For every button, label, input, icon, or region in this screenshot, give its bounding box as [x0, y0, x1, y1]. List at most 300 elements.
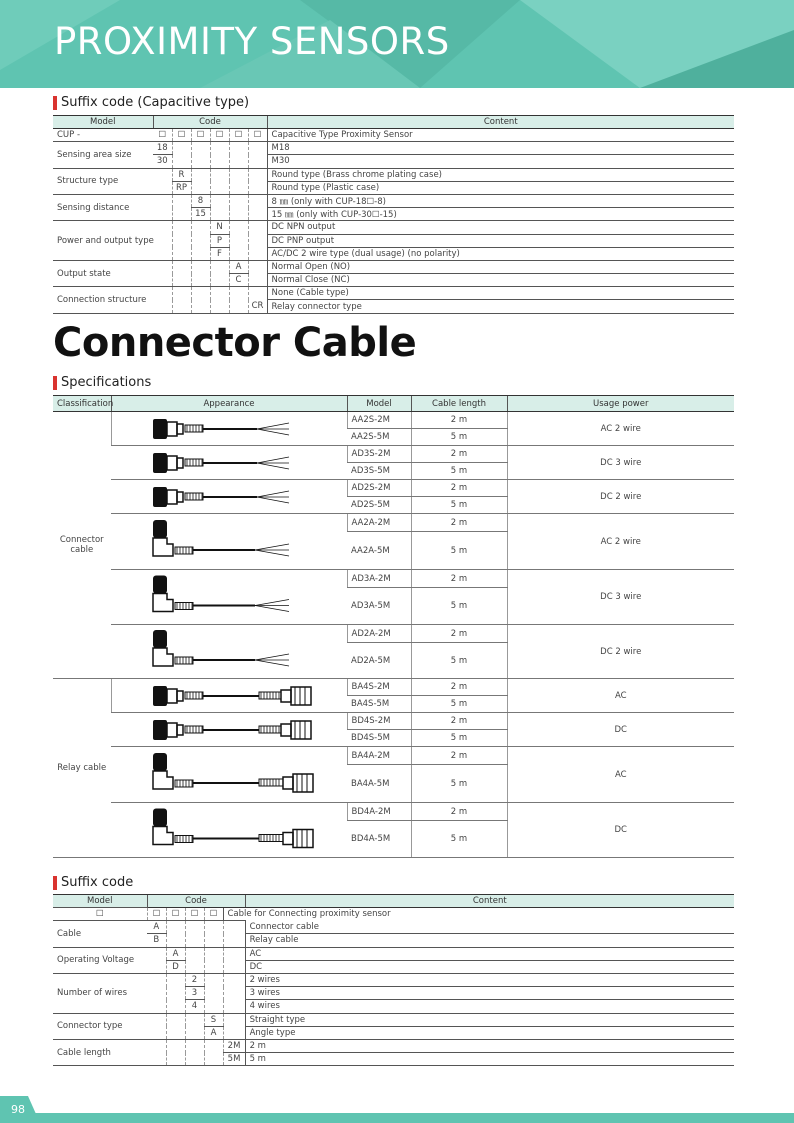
cable-length-cell: 2 m — [411, 480, 507, 497]
table-row — [53, 625, 734, 643]
code-cell — [204, 934, 223, 947]
appearance-cell — [111, 570, 347, 625]
model-cell: AA2S-5M — [347, 429, 411, 446]
content-cell: 8 ㎜ (only with CUP-18☐-8) — [267, 194, 734, 207]
code-cell: S — [204, 1013, 223, 1026]
row-label: Power and output type — [53, 221, 153, 261]
code-cell — [210, 181, 229, 194]
content-cell: AC/DC 2 wire type (dual usage) (no polarity) — [267, 247, 734, 260]
row-label: Cable length — [53, 1039, 147, 1065]
table-row — [53, 1039, 734, 1052]
code-cell: ☐ — [248, 129, 267, 142]
code-cell — [204, 1039, 223, 1052]
relay-cable-image — [139, 804, 319, 857]
table-row — [53, 803, 734, 821]
content-cell: 2 wires — [245, 973, 734, 986]
model-cell: BA4A-2M — [347, 747, 411, 765]
table-row — [53, 247, 734, 260]
code-cell: 30 — [153, 155, 172, 168]
content-cell: 3 wires — [245, 987, 734, 1000]
code-cell — [147, 947, 166, 960]
connector-cable-image — [139, 413, 319, 445]
content-cell: M30 — [267, 155, 734, 168]
code-cell — [153, 221, 172, 234]
code-cell — [204, 1053, 223, 1066]
table-row — [53, 274, 734, 287]
table-row — [53, 570, 734, 588]
cable-length-cell: 2 m — [411, 412, 507, 429]
code-cell — [204, 1000, 223, 1013]
specifications-table — [53, 395, 734, 858]
col-appearance: Appearance — [111, 396, 347, 412]
table-row — [53, 181, 734, 194]
code-cell — [210, 168, 229, 181]
code-cell — [166, 1013, 185, 1026]
cable-length-cell: 5 m — [411, 463, 507, 480]
code-cell — [172, 142, 191, 155]
content-cell: DC — [245, 960, 734, 973]
code-cell — [172, 194, 191, 207]
code-cell — [147, 1039, 166, 1052]
content-cell: Relay cable — [245, 934, 734, 947]
code-cell: 15 — [191, 208, 210, 221]
table-row — [53, 260, 734, 273]
code-cell — [147, 1053, 166, 1066]
page-number: 98 — [11, 1103, 25, 1116]
table-row — [53, 480, 734, 497]
code-cell — [166, 973, 185, 986]
code-cell — [191, 260, 210, 273]
content-cell: Round type (Brass chrome plating case) — [267, 168, 734, 181]
table-row — [53, 129, 734, 142]
suffix-code-table-capacitive — [53, 115, 734, 314]
appearance-cell — [111, 679, 347, 713]
code-cell — [223, 947, 245, 960]
code-cell — [223, 1000, 245, 1013]
code-cell — [153, 247, 172, 260]
cable-length-cell: 2 m — [411, 679, 507, 696]
model-cell: AD3S-5M — [347, 463, 411, 480]
cable-length-cell: 5 m — [411, 730, 507, 747]
code-cell — [147, 987, 166, 1000]
cable-length-cell: 2 m — [411, 446, 507, 463]
row-label: Connector type — [53, 1013, 147, 1039]
model-cell: AD2S-2M — [347, 480, 411, 497]
content-cell: DC PNP output — [267, 234, 734, 247]
table-row — [53, 908, 734, 921]
usage-power-cell: AC — [507, 747, 734, 803]
col-model: Model — [347, 396, 411, 412]
code-cell — [191, 221, 210, 234]
cable-length-cell: 5 m — [411, 532, 507, 570]
code-cell — [229, 142, 248, 155]
content-cell: Relay connector type — [267, 300, 734, 313]
table-row — [53, 1053, 734, 1066]
cable-length-cell: 2 m — [411, 625, 507, 643]
model-cell: AA2A-2M — [347, 514, 411, 532]
usage-power-cell: AC 2 wire — [507, 412, 734, 446]
code-cell — [191, 274, 210, 287]
connector-cable-image — [139, 447, 319, 479]
content-cell: 2 m — [245, 1039, 734, 1052]
code-cell: 3 — [185, 987, 204, 1000]
relay-cable-image — [139, 748, 319, 802]
row-label: Structure type — [53, 168, 153, 194]
code-cell — [153, 181, 172, 194]
code-cell — [248, 287, 267, 300]
code-cell — [153, 274, 172, 287]
model-cell: BD4A-5M — [347, 821, 411, 858]
code-cell — [166, 1053, 185, 1066]
code-cell — [153, 208, 172, 221]
header-banner — [0, 0, 794, 88]
model-cell: BD4S-5M — [347, 730, 411, 747]
code-cell — [248, 181, 267, 194]
table-row — [53, 960, 734, 973]
connector-cable-image — [139, 481, 319, 513]
content-cell: DC NPN output — [267, 221, 734, 234]
code-cell — [210, 287, 229, 300]
connector-cable-image — [139, 515, 319, 569]
code-cell: ☐ — [204, 908, 223, 921]
code-cell — [153, 260, 172, 273]
appearance-cell — [111, 803, 347, 858]
code-cell — [229, 194, 248, 207]
code-cell — [248, 194, 267, 207]
col-model: Model — [53, 116, 153, 129]
row-label: Connection structure — [53, 287, 153, 313]
code-cell — [191, 142, 210, 155]
code-cell — [223, 987, 245, 1000]
usage-power-cell: DC 2 wire — [507, 480, 734, 514]
code-cell — [248, 168, 267, 181]
code-cell — [147, 1026, 166, 1039]
cable-length-cell: 5 m — [411, 765, 507, 803]
cable-length-cell: 5 m — [411, 429, 507, 446]
cable-length-cell: 5 m — [411, 588, 507, 625]
code-cell — [185, 921, 204, 934]
cable-length-cell: 5 m — [411, 643, 507, 679]
model-cell: AD3A-5M — [347, 588, 411, 625]
code-cell — [229, 208, 248, 221]
table-row — [53, 987, 734, 1000]
code-cell — [166, 1000, 185, 1013]
table-row — [53, 221, 734, 234]
code-cell — [204, 960, 223, 973]
row-label: Sensing area size — [53, 142, 153, 168]
code-cell: A — [229, 260, 248, 273]
code-cell — [172, 208, 191, 221]
appearance-cell — [111, 747, 347, 803]
row-label: CUP - — [53, 129, 153, 142]
code-cell — [210, 208, 229, 221]
code-cell — [191, 300, 210, 313]
code-cell — [166, 1026, 185, 1039]
classification-connector: Connector cable — [53, 412, 111, 679]
content-cell: 4 wires — [245, 1000, 734, 1013]
table-row — [53, 921, 734, 934]
code-cell — [229, 181, 248, 194]
code-cell — [191, 181, 210, 194]
code-cell — [204, 987, 223, 1000]
code-cell — [229, 168, 248, 181]
code-cell — [210, 300, 229, 313]
content-cell: Normal Close (NC) — [267, 274, 734, 287]
model-cell: AD2A-2M — [347, 625, 411, 643]
code-cell: RP — [172, 181, 191, 194]
code-cell — [210, 142, 229, 155]
table-row — [53, 155, 734, 168]
code-cell — [172, 300, 191, 313]
model-cell: BD4S-2M — [347, 713, 411, 730]
code-cell — [248, 234, 267, 247]
code-cell: ☐ — [229, 129, 248, 142]
suffix-code-table-cable — [53, 894, 734, 1066]
code-cell — [223, 960, 245, 973]
col-usage-power: Usage power — [507, 396, 734, 412]
section-title-connector-cable: Connector Cable — [53, 320, 417, 366]
connector-cable-image — [139, 626, 319, 678]
row-label: Number of wires — [53, 973, 147, 1013]
code-cell — [147, 960, 166, 973]
code-cell — [191, 155, 210, 168]
appearance-cell — [111, 514, 347, 570]
table-row — [53, 168, 734, 181]
code-cell: 5M — [223, 1053, 245, 1066]
usage-power-cell: DC 3 wire — [507, 446, 734, 480]
section-heading-specifications: Specifications — [53, 375, 151, 390]
table-row — [53, 713, 734, 730]
table-row — [53, 973, 734, 986]
content-cell: None (Cable type) — [267, 287, 734, 300]
table-row — [53, 747, 734, 765]
code-cell — [210, 274, 229, 287]
code-cell: A — [166, 947, 185, 960]
code-cell: ☐ — [153, 129, 172, 142]
row-label: Operating Voltage — [53, 947, 147, 973]
code-cell — [172, 260, 191, 273]
relay-cable-image — [139, 714, 319, 746]
code-cell — [229, 234, 248, 247]
col-cable-length: Cable length — [411, 396, 507, 412]
code-cell: B — [147, 934, 166, 947]
code-cell — [248, 208, 267, 221]
content-cell: Angle type — [245, 1026, 734, 1039]
appearance-cell — [111, 713, 347, 747]
suffix-rows — [53, 129, 734, 314]
code-cell — [185, 1013, 204, 1026]
cable-length-cell: 2 m — [411, 803, 507, 821]
code-cell: 2 — [185, 973, 204, 986]
code-cell: ☐ — [210, 129, 229, 142]
code-cell — [185, 947, 204, 960]
model-cell: AD2S-5M — [347, 497, 411, 514]
content-cell: 15 ㎜ (only with CUP-30☐-15) — [267, 208, 734, 221]
code-cell — [229, 155, 248, 168]
content-cell: 5 m — [245, 1053, 734, 1066]
code-cell — [172, 234, 191, 247]
code-cell — [185, 960, 204, 973]
code-cell — [191, 168, 210, 181]
code-cell: F — [210, 247, 229, 260]
table-row — [53, 934, 734, 947]
row-label: Output state — [53, 260, 153, 286]
code-cell — [166, 934, 185, 947]
row-label: Cable — [53, 921, 147, 947]
section-heading-suffix-capacitive: Suffix code (Capacitive type) — [53, 95, 249, 110]
code-cell — [229, 287, 248, 300]
code-cell: ☐ — [185, 908, 204, 921]
model-cell: AD2A-5M — [347, 643, 411, 679]
code-cell — [191, 234, 210, 247]
page-title: PROXIMITY SENSORS — [54, 20, 450, 63]
cable-length-cell: 5 m — [411, 696, 507, 713]
cable-length-cell: 2 m — [411, 514, 507, 532]
appearance-cell — [111, 625, 347, 679]
appearance-cell — [111, 480, 347, 514]
col-code: Code — [153, 116, 267, 129]
model-cell: AA2S-2M — [347, 412, 411, 429]
code-cell — [229, 247, 248, 260]
table-row — [53, 194, 734, 207]
code-cell — [223, 921, 245, 934]
table-row — [53, 1000, 734, 1013]
code-cell: D — [166, 960, 185, 973]
content-cell: Connector cable — [245, 921, 734, 934]
appearance-cell — [111, 446, 347, 480]
code-cell — [223, 973, 245, 986]
code-cell: 2M — [223, 1039, 245, 1052]
code-cell — [153, 287, 172, 300]
code-cell — [223, 934, 245, 947]
appearance-cell — [111, 412, 347, 446]
table-row — [53, 514, 734, 532]
content-cell: Round type (Plastic case) — [267, 181, 734, 194]
code-cell — [153, 168, 172, 181]
code-cell — [248, 142, 267, 155]
code-cell — [210, 194, 229, 207]
code-cell — [223, 1013, 245, 1026]
code-cell — [166, 987, 185, 1000]
code-cell — [172, 155, 191, 168]
content-cell: Capacitive Type Proximity Sensor — [267, 129, 734, 142]
code-cell: 4 — [185, 1000, 204, 1013]
model-cell: BD4A-2M — [347, 803, 411, 821]
usage-power-cell: DC — [507, 803, 734, 858]
col-classification: Classification — [53, 396, 111, 412]
cable-length-cell: 2 m — [411, 570, 507, 588]
code-cell — [185, 934, 204, 947]
table-row — [53, 234, 734, 247]
table-row — [53, 412, 734, 429]
code-cell: C — [229, 274, 248, 287]
connector-cable-image — [139, 571, 319, 624]
table-row — [53, 300, 734, 313]
code-cell — [172, 247, 191, 260]
code-cell — [204, 973, 223, 986]
code-cell: R — [172, 168, 191, 181]
code-cell — [204, 947, 223, 960]
table-row — [53, 287, 734, 300]
code-cell — [191, 287, 210, 300]
code-cell — [166, 1039, 185, 1052]
model-cell: AD3A-2M — [347, 570, 411, 588]
code-cell: CR — [248, 300, 267, 313]
table-row — [53, 446, 734, 463]
code-cell: A — [204, 1026, 223, 1039]
table-row — [53, 142, 734, 155]
code-cell: A — [147, 921, 166, 934]
col-model: Model — [53, 895, 147, 908]
footer-bar — [0, 1113, 794, 1123]
code-cell — [166, 921, 185, 934]
code-cell — [229, 221, 248, 234]
code-cell — [147, 1000, 166, 1013]
code-cell — [248, 260, 267, 273]
code-cell — [248, 274, 267, 287]
table-row — [53, 679, 734, 696]
table-row — [53, 1013, 734, 1026]
code-cell — [153, 234, 172, 247]
code-cell — [210, 260, 229, 273]
code-cell — [185, 1039, 204, 1052]
model-cell: AD3S-2M — [347, 446, 411, 463]
model-cell: AA2A-5M — [347, 532, 411, 570]
usage-power-cell: DC 2 wire — [507, 625, 734, 679]
code-cell — [229, 300, 248, 313]
code-cell — [172, 287, 191, 300]
code-cell — [210, 155, 229, 168]
code-cell — [248, 155, 267, 168]
section-heading-suffix-code: Suffix code — [53, 875, 133, 890]
code-cell: ☐ — [53, 908, 147, 921]
cable-length-cell: 2 m — [411, 747, 507, 765]
content-cell: Straight type — [245, 1013, 734, 1026]
content-cell: AC — [245, 947, 734, 960]
code-cell — [223, 1026, 245, 1039]
code-cell — [147, 973, 166, 986]
code-cell — [153, 194, 172, 207]
col-content: Content — [245, 895, 734, 908]
content-cell: Normal Open (NO) — [267, 260, 734, 273]
suffix-rows — [53, 908, 734, 1066]
code-cell — [185, 1053, 204, 1066]
row-label: Sensing distance — [53, 194, 153, 220]
code-cell — [185, 1026, 204, 1039]
code-cell: ☐ — [191, 129, 210, 142]
code-cell: 8 — [191, 194, 210, 207]
usage-power-cell: AC — [507, 679, 734, 713]
table-row — [53, 947, 734, 960]
content-cell: Cable for Connecting proximity sensor — [223, 908, 245, 921]
model-cell: BA4A-5M — [347, 765, 411, 803]
code-cell: ☐ — [147, 908, 166, 921]
code-cell — [172, 221, 191, 234]
code-cell: ☐ — [172, 129, 191, 142]
usage-power-cell: AC 2 wire — [507, 514, 734, 570]
col-code: Code — [147, 895, 245, 908]
code-cell — [172, 274, 191, 287]
classification-relay: Relay cable — [53, 679, 111, 858]
cable-length-cell: 2 m — [411, 713, 507, 730]
spec-rows — [53, 412, 734, 858]
relay-cable-image — [139, 680, 319, 712]
code-cell: ☐ — [166, 908, 185, 921]
cable-length-cell: 5 m — [411, 497, 507, 514]
code-cell — [147, 1013, 166, 1026]
usage-power-cell: DC 3 wire — [507, 570, 734, 625]
cable-length-cell: 5 m — [411, 821, 507, 858]
